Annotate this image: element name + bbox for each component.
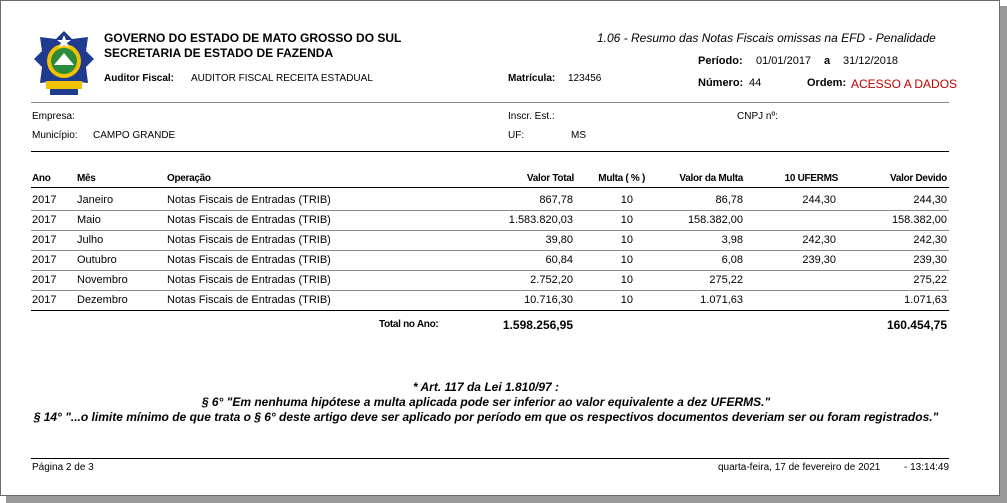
cell-multa: 10 (620, 274, 633, 286)
matricula-value: 123456 (568, 73, 602, 84)
periodo-sep: a (824, 55, 831, 67)
total-valor: 1.598.256,95 (502, 318, 573, 332)
cell-valor-total: 60,84 (545, 254, 573, 266)
periodo-end: 31/12/2018 (843, 55, 899, 67)
footer-date: quarta-feira, 17 de fevereiro de 2021 (718, 462, 881, 473)
page-shadow-right (1000, 6, 1007, 503)
cnpj-label: CNPJ nº: (737, 111, 778, 122)
col-header-mes: Mês (77, 173, 96, 184)
table-row (1, 194, 1001, 214)
cell-ano: 2017 (32, 194, 57, 206)
cell-ano: 2017 (32, 234, 57, 246)
cell-operacao: Notas Fiscais de Entradas (TRIB) (167, 294, 331, 306)
uf-label: UF: (508, 130, 525, 141)
cell-operacao: Notas Fiscais de Entradas (TRIB) (167, 214, 331, 226)
cell-multa: 10 (620, 234, 633, 246)
numero-label: Número: (698, 77, 744, 89)
col-header-operacao: Operação (167, 173, 211, 184)
footer-divider (31, 458, 949, 459)
col-header-multa: Multa ( % ) (598, 173, 645, 184)
page-shadow-bottom (6, 496, 1007, 503)
cell-valor-total: 2.752,20 (530, 274, 573, 286)
ordem-label: Ordem: (807, 77, 847, 89)
cell-valor-total: 1.583.820,03 (508, 214, 573, 226)
cell-uferms: 242,30 (802, 234, 836, 246)
col-header-valor-multa: Valor da Multa (679, 173, 743, 184)
cell-valor-multa: 1.071,63 (700, 294, 743, 306)
periodo-start: 01/01/2017 (756, 55, 812, 67)
company-divider (31, 151, 949, 152)
legal-article: * Art. 117 da Lei 1.810/97 : (412, 380, 560, 394)
cell-ano: 2017 (32, 254, 57, 266)
ordem-value: ACESSO A DADOS (851, 77, 958, 91)
coat-of-arms-logo (32, 29, 96, 99)
cell-valor-total: 39,80 (545, 234, 573, 246)
periodo-label: Período: (698, 55, 743, 67)
total-label: Total no Ano: (379, 319, 439, 330)
cell-mes: Novembro (77, 274, 128, 286)
auditor-label: Auditor Fiscal: (104, 73, 175, 84)
cell-valor-multa: 275,22 (709, 274, 743, 286)
table-row (1, 254, 1001, 274)
cell-mes: Janeiro (77, 194, 114, 206)
cell-multa: 10 (620, 194, 633, 206)
municipio-label: Município: (32, 130, 78, 141)
table-row (1, 214, 1001, 234)
cell-mes: Outubro (77, 254, 117, 266)
col-header-ano: Ano (32, 173, 51, 184)
cell-uferms: 239,30 (802, 254, 836, 266)
row-separator (31, 290, 949, 291)
row-separator (31, 210, 949, 211)
cell-ano: 2017 (32, 294, 57, 306)
row-separator (31, 230, 949, 231)
cell-valor-devido: 239,30 (913, 254, 947, 266)
cell-operacao: Notas Fiscais de Entradas (TRIB) (167, 194, 331, 206)
cell-ano: 2017 (32, 214, 57, 226)
table-header-divider (31, 187, 949, 188)
inscr-label: Inscr. Est.: (508, 111, 555, 122)
cell-uferms: 244,30 (802, 194, 836, 206)
cell-valor-multa: 6,08 (721, 254, 743, 266)
cell-mes: Maio (77, 214, 101, 226)
cell-operacao: Notas Fiscais de Entradas (TRIB) (167, 254, 331, 266)
auditor-value: AUDITOR FISCAL RECEITA ESTADUAL (191, 73, 373, 84)
header-divider (31, 102, 949, 103)
cell-valor-devido: 275,22 (913, 274, 947, 286)
org-line1: GOVERNO DO ESTADO DE MATO GROSSO DO SUL (104, 31, 402, 45)
org-line2: SECRETARIA DE ESTADO DE FAZENDA (104, 46, 334, 60)
table-row (1, 234, 1001, 254)
cell-mes: Dezembro (77, 294, 128, 306)
col-header-valor-total: Valor Total (526, 173, 574, 184)
legal-paragraph-14: § 14° "...o limite mínimo de que trata o § 6° deste artigo deve ser aplicado por período em que os respectivos documentos deveriam ser ou foram registrados." (33, 410, 939, 424)
uf-value: MS (571, 130, 586, 141)
table-row (1, 274, 1001, 294)
cell-valor-multa: 158.382,00 (687, 214, 743, 226)
row-separator (31, 250, 949, 251)
cell-ano: 2017 (32, 274, 57, 286)
municipio-value: CAMPO GRANDE (93, 130, 176, 141)
cell-multa: 10 (620, 254, 633, 266)
cell-multa: 10 (620, 294, 633, 306)
cell-valor-devido: 242,30 (913, 234, 947, 246)
cell-operacao: Notas Fiscais de Entradas (TRIB) (167, 274, 331, 286)
matricula-label: Matrícula: (508, 73, 556, 84)
legal-paragraph-6: § 6° "Em nenhuma hipótese a multa aplicada pode ser inferior ao valor equivalente a dez UFERMS." (201, 395, 771, 409)
footer-time: - 13:14:49 (904, 462, 950, 473)
total-devido: 160.454,75 (886, 318, 947, 332)
report-title: 1.06 - Resumo das Notas Fiscais omissas na EFD - Penalidade (597, 31, 936, 45)
page-number: Página 2 de 3 (32, 462, 94, 473)
cell-valor-devido: 244,30 (913, 194, 947, 206)
cell-valor-total: 10.716,30 (524, 294, 573, 306)
empresa-label: Empresa: (32, 111, 75, 122)
row-separator (31, 270, 949, 271)
cell-valor-multa: 86,78 (715, 194, 743, 206)
cell-valor-multa: 3,98 (721, 234, 743, 246)
cell-multa: 10 (620, 214, 633, 226)
col-header-uferms: 10 UFERMS (784, 173, 838, 184)
cell-valor-total: 867,78 (539, 194, 573, 206)
cell-valor-devido: 1.071,63 (904, 294, 947, 306)
table-bottom-divider (31, 310, 949, 311)
cell-mes: Julho (77, 234, 104, 246)
table-row (1, 294, 1001, 314)
col-header-valor-devido: Valor Devido (890, 173, 947, 184)
cell-valor-devido: 158.382,00 (891, 214, 947, 226)
cell-operacao: Notas Fiscais de Entradas (TRIB) (167, 234, 331, 246)
numero-value: 44 (749, 77, 762, 89)
